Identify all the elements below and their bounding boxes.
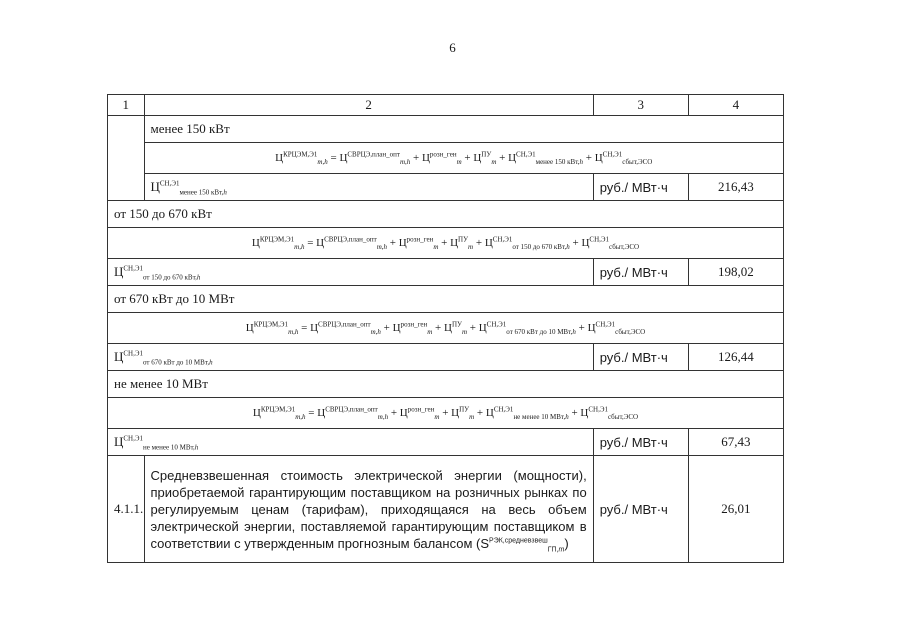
group-label-2: от 150 до 670 кВт — [108, 201, 784, 228]
unit-1: руб./ МВт·ч — [593, 174, 688, 201]
formula-3: $Ц^{КРЦЭМ,Э1}_{m,h} = Ц^{СВРЦЭ,план\_опт}_{m,h} + Ц^{розн\_ген}_m + Ц^{ПУ}_m + Ц^{СН,Э1}_{от 670 кВт до 10 МВт,h} + Ц^{СН,Э1}_{сбыт,ЭСО}$ — [108, 313, 784, 344]
value-2: 198,02 — [688, 259, 783, 286]
header-col-4: 4 — [688, 95, 783, 116]
index-cell-empty — [108, 116, 145, 201]
header-col-2: 2 — [144, 95, 593, 116]
unit-2: руб./ МВт·ч — [593, 259, 688, 286]
unit-3: руб./ МВт·ч — [593, 344, 688, 371]
value-4: 67,43 — [688, 429, 783, 456]
formula-1: $Ц^{КРЦЭМ,Э1}_{m,h} = Ц^{СВРЦЭ,план\_опт}_{m,h} + Ц^{розн\_ген}_m + Ц^{ПУ}_m + Ц^{СН,Э1}_{менее 150 кВт,h} + Ц^{СН,Э1}_{сбыт,ЭСО}$ — [144, 143, 784, 174]
value-3: 126,44 — [688, 344, 783, 371]
group-label-4: не менее 10 МВт — [108, 371, 784, 398]
row-index: 4.1.1. — [108, 456, 145, 563]
symbol-3: $Ц^{СН,Э1}_{от 670 кВт до 10 МВт,h}$ — [108, 344, 594, 371]
header-row — [108, 95, 784, 116]
formula-2: $Ц^{КРЦЭМ,Э1}_{m,h} = Ц^{СВРЦЭ,план\_опт}_{m,h} + Ц^{розн\_ген}_m + Ц^{ПУ}_m + Ц^{СН,Э1}_{от 150 до 670 кВт,h} + Ц^{СН,Э1}_{сбыт,ЭСО}$ — [108, 228, 784, 259]
row-4-1-1 — [108, 456, 784, 563]
group-row-1 — [108, 116, 784, 143]
unit-4: руб./ МВт·ч — [593, 429, 688, 456]
tariff-table — [107, 94, 784, 563]
group-label-1: менее 150 кВт — [144, 116, 784, 143]
symbol-4: $Ц^{СН,Э1}_{не менее 10 МВт,h}$ — [108, 429, 594, 456]
formula-4: $Ц^{КРЦЭМ,Э1}_{m,h} = Ц^{СВРЦЭ,план\_опт}_{m,h} + Ц^{розн\_ген}_m + Ц^{ПУ}_m + Ц^{СН,Э1}_{не менее 10 МВт,h} + Ц^{СН,Э1}_{сбыт,ЭСО}$ — [108, 398, 784, 429]
row-description: Средневзвешенная стоимость электрической энергии (мощности), приобретаемой гарантирующим поставщиком на розничных рынках по регулируемым ценам (тарифам), приходящаяся на весь объем электрической энергии, поставляемой гарантирующим поставщиком в соответствии с утвержденным прогнозным балансом $(S^{РЭК,средневзвеш}_{ГП,m})$ — [144, 456, 593, 563]
row-unit: руб./ МВт·ч — [593, 456, 688, 563]
symbol-1: $Ц^{СН,Э1}_{менее 150 кВт,h}$ — [144, 174, 593, 201]
header-col-3: 3 — [593, 95, 688, 116]
group-label-3: от 670 кВт до 10 МВт — [108, 286, 784, 313]
symbol-2: $Ц^{СН,Э1}_{от 150 до 670 кВт,h}$ — [108, 259, 594, 286]
page-number: 6 — [449, 40, 456, 55]
header-col-1: 1 — [108, 95, 145, 116]
row-value: 26,01 — [688, 456, 783, 563]
value-1: 216,43 — [688, 174, 783, 201]
